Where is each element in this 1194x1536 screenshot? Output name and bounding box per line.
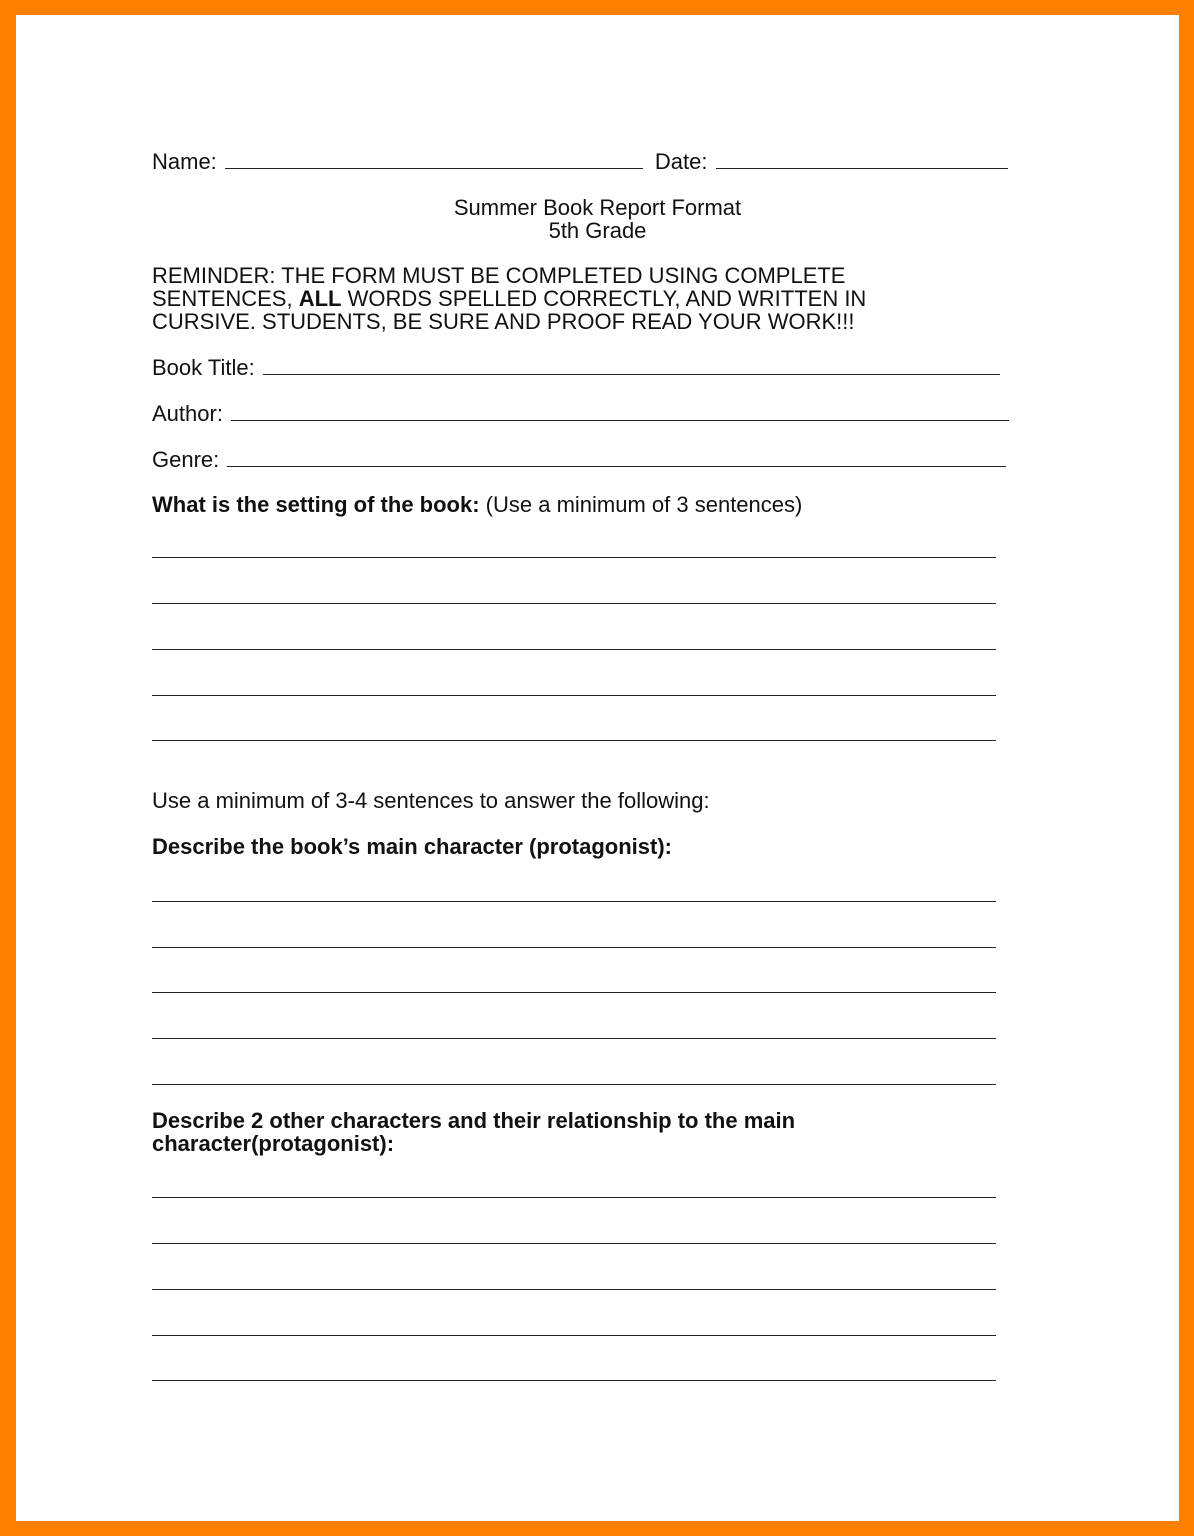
setting-answer-line-1[interactable] bbox=[152, 557, 996, 558]
reminder-all-emphasis: ALL bbox=[298, 286, 342, 311]
setting-answer-line-2[interactable] bbox=[152, 603, 996, 604]
main-character-question: Describe the book’s main character (protagonist): bbox=[152, 834, 672, 859]
genre-blank[interactable] bbox=[227, 465, 1006, 467]
main-character-answer-line-2[interactable] bbox=[152, 947, 996, 948]
worksheet-page bbox=[16, 15, 1179, 1521]
other-characters-question-line-1: Describe 2 other characters and their relationship to the main bbox=[152, 1108, 796, 1133]
grade-subtitle: 5th Grade bbox=[548, 218, 647, 243]
genre-label: Genre: bbox=[152, 447, 220, 472]
main-character-answer-line-5[interactable] bbox=[152, 1084, 996, 1085]
author-label: Author: bbox=[152, 401, 223, 426]
author-row bbox=[152, 402, 1009, 425]
setting-answer-line-4[interactable] bbox=[152, 695, 996, 696]
other-characters-answer-line-5[interactable] bbox=[152, 1380, 996, 1381]
reminder-line-2-end: WORDS SPELLED CORRECTLY, AND WRITTEN IN bbox=[347, 286, 867, 311]
genre-row bbox=[152, 448, 1006, 471]
reminder-line-1: REMINDER: THE FORM MUST BE COMPLETED USING COMPLETE bbox=[152, 263, 846, 288]
other-characters-answer-line-3[interactable] bbox=[152, 1289, 996, 1290]
name-label: Name: bbox=[152, 149, 217, 174]
author-blank[interactable] bbox=[231, 419, 1009, 421]
date-label: Date: bbox=[654, 149, 708, 174]
book-title-row bbox=[152, 356, 1000, 379]
setting-question-text: What is the setting of the book: bbox=[152, 492, 480, 517]
main-character-answer-line-4[interactable] bbox=[152, 1038, 996, 1039]
setting-question bbox=[152, 493, 802, 516]
date-blank[interactable] bbox=[716, 167, 1008, 169]
book-title-label: Book Title: bbox=[152, 355, 255, 380]
reminder-line-2-start: SENTENCES, bbox=[152, 286, 293, 311]
main-character-answer-line-3[interactable] bbox=[152, 992, 996, 993]
other-characters-question-line-2: character(protagonist): bbox=[152, 1131, 395, 1156]
other-characters-answer-line-1[interactable] bbox=[152, 1197, 996, 1198]
book-title-blank[interactable] bbox=[263, 373, 1000, 375]
name-blank[interactable] bbox=[225, 167, 643, 169]
main-character-answer-line-1[interactable] bbox=[152, 901, 996, 902]
setting-question-note: (Use a minimum of 3 sentences) bbox=[485, 492, 803, 517]
reminder-line-3: CURSIVE. STUDENTS, BE SURE AND PROOF READ YOUR WORK!!! bbox=[152, 309, 855, 334]
other-characters-answer-line-4[interactable] bbox=[152, 1335, 996, 1336]
instruction-text: Use a minimum of 3-4 sentences to answer the following: bbox=[152, 788, 710, 813]
name-date-row bbox=[152, 150, 1008, 173]
setting-answer-line-3[interactable] bbox=[152, 649, 996, 650]
reminder-line-2 bbox=[152, 287, 866, 310]
setting-answer-line-5[interactable] bbox=[152, 740, 996, 741]
report-title: Summer Book Report Format bbox=[453, 195, 742, 220]
other-characters-answer-line-2[interactable] bbox=[152, 1243, 996, 1244]
